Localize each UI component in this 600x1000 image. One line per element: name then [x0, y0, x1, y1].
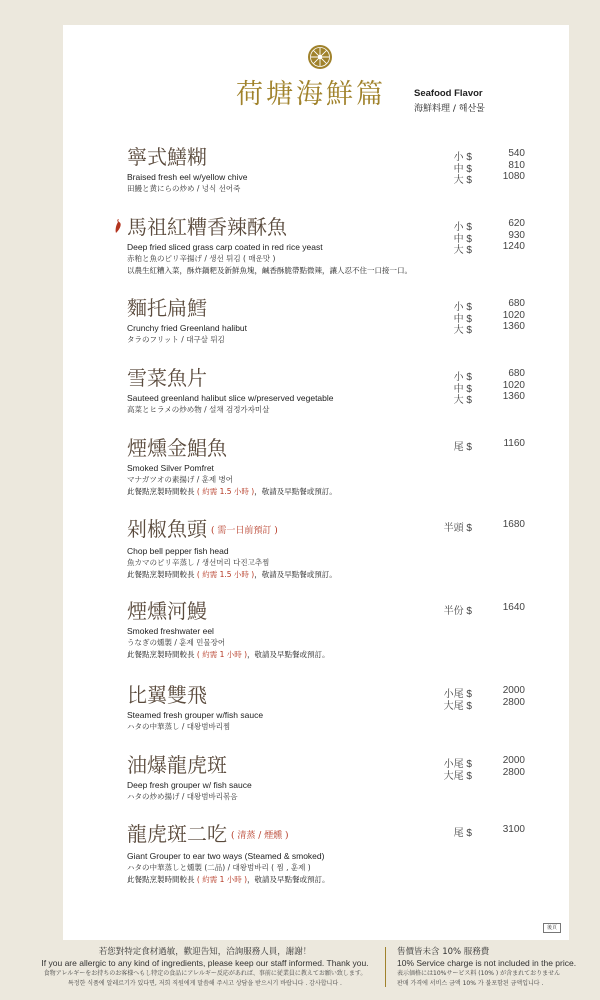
price-label: 尾 $ — [453, 442, 472, 453]
price-list — [440, 685, 530, 712]
dish-name-jp-kr: タラのフリット / 대구살 튀김 — [127, 335, 225, 344]
price-label: 大 $ — [453, 395, 472, 407]
price-label: 小 $ — [453, 152, 472, 163]
dish-name-en: Deep fresh grouper w/ fish sauce — [127, 780, 252, 790]
dish-name-text: 龍虎斑二吃 — [127, 822, 227, 846]
dish-name-en: Giant Grouper to ear two ways (Steamed & smoked) — [127, 851, 325, 861]
price-value: 2000 — [502, 755, 525, 766]
price-label: 半份 $ — [443, 606, 472, 617]
description-text: 此餐點烹製時間較長 — [127, 570, 197, 579]
price-value: 680 — [508, 368, 525, 379]
dish-name-en: Chop bell pepper fish head — [127, 546, 229, 556]
dish-description — [127, 649, 507, 660]
price-row — [440, 519, 530, 534]
price-value: 1160 — [503, 438, 525, 449]
price-label: 中 $ — [453, 383, 472, 395]
dish-name-jp-kr: 赤粕と魚のピリ辛揚げ / 생선 튀김 ( 매운맛 ) — [127, 254, 276, 263]
service-charge-en: 10% Service charge is not included in the price. — [397, 958, 577, 968]
price-list — [440, 519, 530, 534]
price-row — [440, 218, 530, 233]
dish-description: 以農生紅糟入菜，酥炸鍋粑及新鮮魚塊，鹹香酥脆帶點微辣，讓人忍不住一口接一口。 — [127, 266, 412, 275]
price-row — [440, 229, 530, 245]
description-text: 此餐點烹製時間較長 — [127, 650, 197, 659]
allergy-notice-kr: 특정한 식품에 알레르기가 있다면, 저희 직원에게 말씀해 주시고 상담을 받으시기 바랍니다 . 감사합니다 . — [68, 980, 342, 987]
footer-divider — [385, 947, 386, 987]
dish-name-en: Braised fresh eel w/yellow chive — [127, 172, 248, 182]
dish-name: 雪菜魚片 — [127, 366, 207, 390]
price-label: 小尾 $ — [443, 759, 472, 770]
price-value: 680 — [508, 298, 525, 309]
description-text: 此餐點烹製時間較長 — [127, 875, 197, 884]
price-list — [440, 298, 530, 337]
description-text: ，敬請及早點餐或預訂。 — [247, 650, 330, 659]
price-label: 中 $ — [453, 233, 472, 245]
dish-name-en: Smoked freshwater eel — [127, 626, 214, 636]
price-label: 大尾 $ — [443, 770, 472, 782]
dish-description — [127, 874, 507, 885]
price-label: 中 $ — [453, 163, 472, 175]
allergy-notice-zh: 若您對特定食材過敏，歡迎告知，洽詢服務人員，謝謝！ — [98, 947, 312, 957]
dish-name: 麵托扁鱈 — [127, 296, 207, 320]
price-row — [440, 241, 530, 257]
price-value: 1360 — [502, 321, 525, 333]
allergy-notice-jp: 食物アレルギーをお持ちのお客様へもし特定の食品にアレルギー反応があれば、事前に従業員に教えてお願い致します。 — [43, 970, 367, 977]
price-value: 1020 — [502, 309, 525, 321]
prep-time-note: ( 約需 1 小時 ) — [196, 650, 248, 659]
dish-name-en: Deep fried sliced grass carp coated in red rice yeast — [127, 242, 323, 252]
price-value: 1240 — [502, 241, 525, 253]
price-label: 大 $ — [453, 245, 472, 257]
price-list — [440, 368, 530, 407]
price-row — [440, 321, 530, 337]
price-value: 540 — [508, 148, 525, 159]
price-row — [440, 298, 530, 313]
dish-name-jp-kr: ハタの中華蒸しと燻製 (二品) / 대왕범바리 ( 찜 , 훈제 ) — [127, 863, 311, 872]
price-row — [440, 766, 530, 782]
dish-name-jp-kr: ハタの炒め揚げ / 대왕범바리볶음 — [127, 792, 238, 801]
price-value: 930 — [508, 229, 525, 241]
price-row — [440, 391, 530, 407]
service-charge-notice — [397, 946, 576, 989]
dish-name: 比翼雙飛 — [127, 683, 207, 707]
dish-name: 馬祖紅糟香辣酥魚 — [127, 215, 287, 239]
price-value: 1020 — [502, 379, 525, 391]
next-page-tab[interactable]: 後頁 — [543, 923, 561, 933]
spicy-chili-icon — [114, 218, 123, 234]
prep-time-note: ( 約需 1 小時 ) — [196, 875, 248, 884]
section-subtitle-en: Seafood Flavor — [414, 88, 483, 99]
price-value: 1360 — [502, 391, 525, 403]
price-row — [440, 696, 530, 712]
price-list — [440, 602, 530, 617]
price-value: 2800 — [502, 766, 525, 778]
dish-description — [127, 486, 507, 497]
preorder-note: ( 需一日前預訂 ) — [211, 526, 278, 536]
service-charge-jp: 表示価格には10%サービス料 (10% ) が含まれておりません — [397, 970, 561, 977]
price-value: 810 — [508, 159, 525, 171]
price-label: 半頭 $ — [443, 523, 472, 534]
price-label: 大 $ — [453, 175, 472, 187]
price-row — [440, 148, 530, 163]
price-label: 小尾 $ — [443, 689, 472, 700]
service-charge-kr: 판매 가격에 서비스 금액 10% 가 불포함된 금액입니다 . — [397, 980, 544, 987]
price-value: 2800 — [502, 696, 525, 708]
price-row — [440, 685, 530, 700]
price-row — [440, 171, 530, 187]
price-label: 小 $ — [453, 302, 472, 313]
dish-name: 煙燻河鰻 — [127, 599, 207, 623]
dish-name: 煙燻金鯧魚 — [127, 436, 227, 460]
prep-time-note: ( 約需 1.5 小時 ) — [196, 570, 255, 579]
price-row — [440, 368, 530, 383]
description-text: ，敬請及早點餐或預訂。 — [254, 487, 337, 496]
section-title: 荷塘海鮮篇 — [236, 79, 386, 110]
price-list — [440, 824, 530, 839]
price-label: 大 $ — [453, 325, 472, 337]
service-charge-zh: 售價皆未含 10% 服務費 — [397, 947, 490, 957]
dish-name-jp-kr: 田鰻と黄にらの炒め / 넝식 선어죽 — [127, 184, 241, 193]
allergy-notice-en: If you are allergic to any kind of ingredients, please keep our staff informed. Thank you. — [41, 958, 369, 968]
dish-description — [127, 569, 507, 580]
price-list — [440, 148, 530, 187]
dish-name-jp-kr: ハタの中華蒸し / 대왕범바리찜 — [127, 722, 231, 731]
dish-name-jp-kr: 高菜とヒラメの炒め物 / 설채 검정가자미살 — [127, 405, 270, 414]
dish-name-en: Smoked Silver Pomfret — [127, 463, 214, 473]
dish-name-en: Steamed fresh grouper w/fish sauce — [127, 710, 264, 720]
price-row — [440, 438, 530, 453]
price-label: 尾 $ — [453, 828, 472, 839]
dish-name-jp-kr: 魚カマのピリ辛蒸し / 생선머리 다진고추찜 — [127, 558, 270, 567]
lotus-wheel-logo-icon — [307, 44, 333, 70]
price-value: 2000 — [502, 685, 525, 696]
description-text: 此餐點烹製時間較長 — [127, 487, 197, 496]
price-list — [440, 218, 530, 257]
dish-name: 寧式鱔糊 — [127, 145, 207, 169]
price-row — [440, 824, 530, 839]
price-value: 1640 — [502, 602, 525, 613]
price-list — [440, 755, 530, 782]
price-row — [440, 602, 530, 617]
price-row — [440, 309, 530, 325]
price-value: 3100 — [502, 824, 525, 835]
price-label: 小 $ — [453, 372, 472, 383]
dish-name-en: Crunchy fried Greenland halibut — [127, 323, 248, 333]
price-row — [440, 755, 530, 770]
dish-name-jp-kr: うなぎの燻製 / 훈제 민물장어 — [127, 638, 226, 647]
price-row — [440, 379, 530, 395]
price-row — [440, 159, 530, 175]
dish-name-jp-kr: マナガツオの素揚げ / 훈제 병어 — [127, 475, 234, 484]
prep-time-note: ( 約需 1.5 小時 ) — [196, 487, 255, 496]
description-text: ，敬請及早點餐或預訂。 — [254, 570, 337, 579]
dish-name-text: 剁椒魚頭 — [127, 517, 207, 541]
dish-name: 油爆龍虎斑 — [127, 753, 227, 777]
dish-name-en: Sauteed greenland halibut slice w/preserved vegetable — [127, 393, 334, 403]
price-label: 中 $ — [453, 313, 472, 325]
cooking-style-note: ( 清蒸 / 煙燻 ) — [231, 831, 289, 841]
price-label: 小 $ — [453, 222, 472, 233]
price-value: 1680 — [502, 519, 525, 530]
allergy-notice — [40, 946, 370, 989]
description-text: ，敬請及早點餐或預訂。 — [247, 875, 330, 884]
section-subtitle-jp-kr: 海鮮料理 / 해산물 — [414, 104, 485, 114]
price-list — [440, 438, 530, 453]
price-value: 620 — [508, 218, 525, 229]
price-label: 大尾 $ — [443, 700, 472, 712]
price-value: 1080 — [502, 171, 525, 183]
